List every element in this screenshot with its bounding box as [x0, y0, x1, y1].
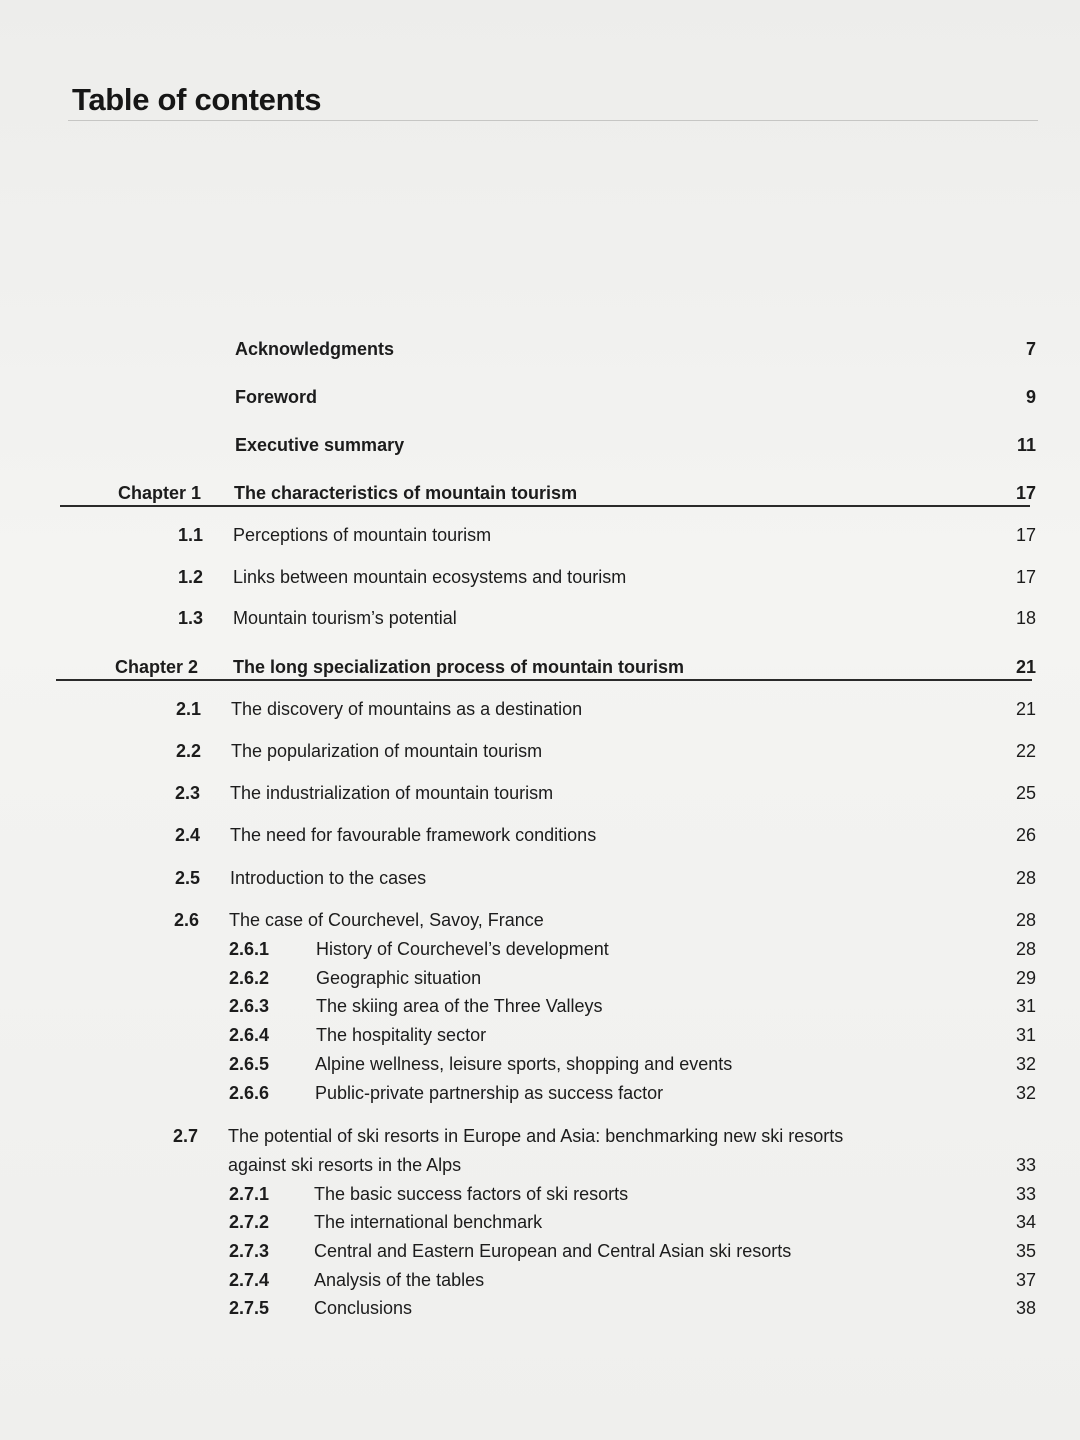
- section-page-number: 33: [1015, 1155, 1036, 1175]
- toc-subsection-2-6-1[interactable]: [0, 936, 1080, 962]
- subsection-title: Analysis of the tables: [314, 1270, 485, 1290]
- entry-page-number: 11: [1016, 435, 1036, 455]
- subsection-page-number: 31: [1015, 1025, 1036, 1045]
- entry-title: Executive summary: [235, 435, 405, 455]
- toc-section-2-1[interactable]: [0, 696, 1080, 722]
- toc-subsection-2-6-2[interactable]: [0, 965, 1080, 991]
- section-page-number: 28: [1015, 868, 1036, 888]
- toc-chapter-1[interactable]: [0, 480, 1080, 506]
- toc-subsection-2-7-1[interactable]: [0, 1181, 1080, 1207]
- subsection-number: 2.7.1: [229, 1184, 270, 1204]
- subsection-page-number: 37: [1015, 1270, 1036, 1290]
- section-title: The case of Courchevel, Savoy, France: [229, 910, 544, 930]
- toc-entry-acknowledgments[interactable]: [0, 336, 1080, 362]
- subsection-number: 2.7.3: [229, 1241, 270, 1261]
- page-title: Table of contents: [72, 82, 322, 117]
- subsection-title: The skiing area of the Three Valleys: [316, 996, 603, 1016]
- subsection-page-number: 32: [1015, 1054, 1036, 1074]
- section-number: 1.3: [178, 608, 204, 628]
- chapter-label: Chapter 2: [115, 657, 199, 677]
- subsection-title: Central and Eastern European and Central Asian ski resorts: [314, 1241, 792, 1261]
- entry-page-number: 9: [1025, 387, 1036, 407]
- subsection-number: 2.7.5: [229, 1298, 270, 1318]
- chapter-2-divider: [56, 679, 1032, 681]
- section-title: The discovery of mountains as a destination: [231, 699, 583, 719]
- subsection-page-number: 33: [1015, 1184, 1036, 1204]
- toc-entry-executive-summary[interactable]: [0, 432, 1080, 458]
- section-title: The popularization of mountain tourism: [231, 741, 543, 761]
- subsection-page-number: 31: [1015, 996, 1036, 1016]
- section-page-number: 21: [1015, 699, 1036, 719]
- toc-entry-foreword[interactable]: [0, 384, 1080, 410]
- subsection-page-number: 28: [1015, 939, 1036, 959]
- section-title: Links between mountain ecosystems and tourism: [233, 567, 627, 587]
- subsection-title: The international benchmark: [314, 1212, 543, 1232]
- subsection-title: Alpine wellness, leisure sports, shopping and events: [315, 1054, 733, 1074]
- subsection-number: 2.6.4: [229, 1025, 270, 1045]
- section-page-number: 26: [1015, 825, 1036, 845]
- subsection-title: The hospitality sector: [316, 1025, 487, 1045]
- subsection-page-number: 29: [1015, 968, 1036, 988]
- section-number: 2.7: [173, 1126, 199, 1146]
- section-number: 2.5: [175, 868, 201, 888]
- entry-title: Foreword: [235, 387, 318, 407]
- entry-title: Acknowledgments: [235, 339, 395, 359]
- subsection-number: 2.6.3: [229, 996, 270, 1016]
- toc-subsection-2-7-3[interactable]: [0, 1238, 1080, 1264]
- chapter-title: The characteristics of mountain tourism: [234, 483, 578, 503]
- section-page-number: 28: [1015, 910, 1036, 930]
- subsection-number: 2.7.4: [229, 1270, 270, 1290]
- section-number: 1.2: [178, 567, 204, 587]
- toc-section-1-1[interactable]: [0, 522, 1080, 548]
- section-title: Mountain tourism’s potential: [233, 608, 457, 628]
- subsection-title: Public-private partnership as success factor: [315, 1083, 664, 1103]
- section-number: 1.1: [178, 525, 204, 545]
- subsection-number: 2.6.1: [229, 939, 270, 959]
- toc-subsection-2-7-4[interactable]: [0, 1267, 1080, 1293]
- entry-page-number: 7: [1025, 339, 1036, 359]
- toc-section-2-3[interactable]: [0, 780, 1080, 806]
- subsection-title: Conclusions: [314, 1298, 413, 1318]
- section-title: The industrialization of mountain tourism: [230, 783, 554, 803]
- chapter-label: Chapter 1: [118, 483, 202, 503]
- toc-section-2-5[interactable]: [0, 865, 1080, 891]
- toc-subsection-2-6-5[interactable]: [0, 1051, 1080, 1077]
- toc-section-1-2[interactable]: [0, 564, 1080, 590]
- subsection-title: History of Courchevel’s development: [316, 939, 609, 959]
- section-page-number: 17: [1015, 525, 1036, 545]
- section-title: Introduction to the cases: [230, 868, 427, 888]
- toc-chapter-2[interactable]: [0, 654, 1080, 680]
- section-number: 2.4: [175, 825, 201, 845]
- chapter-title: The long specialization process of mountain tourism: [233, 657, 685, 677]
- toc-subsection-2-6-6[interactable]: [0, 1080, 1080, 1106]
- toc-section-2-6[interactable]: [0, 907, 1080, 933]
- section-page-number: 17: [1015, 567, 1036, 587]
- subsection-page-number: 32: [1015, 1083, 1036, 1103]
- section-number: 2.1: [176, 699, 202, 719]
- chapter-page-number: 17: [1015, 483, 1036, 503]
- toc-subsection-2-6-4[interactable]: [0, 1022, 1080, 1048]
- subsection-number: 2.7.2: [229, 1212, 270, 1232]
- section-title: The need for favourable framework conditions: [230, 825, 597, 845]
- toc-section-2-2[interactable]: [0, 738, 1080, 764]
- subsection-page-number: 34: [1015, 1212, 1036, 1232]
- toc-subsection-2-6-3[interactable]: [0, 993, 1080, 1019]
- subsection-number: 2.6.6: [229, 1083, 270, 1103]
- section-page-number: 25: [1015, 783, 1036, 803]
- section-title-line-2: against ski resorts in the Alps: [228, 1155, 462, 1175]
- section-page-number: 18: [1015, 608, 1036, 628]
- chapter-1-divider: [60, 505, 1030, 507]
- toc-section-2-7-continued[interactable]: [0, 1152, 1080, 1178]
- title-divider: [68, 120, 1038, 121]
- toc-section-2-7[interactable]: [0, 1123, 1080, 1149]
- section-number: 2.3: [175, 783, 201, 803]
- toc-section-2-4[interactable]: [0, 822, 1080, 848]
- chapter-page-number: 21: [1015, 657, 1036, 677]
- section-number: 2.2: [176, 741, 202, 761]
- subsection-number: 2.6.5: [229, 1054, 270, 1074]
- toc-subsection-2-7-2[interactable]: [0, 1209, 1080, 1235]
- toc-section-1-3[interactable]: [0, 605, 1080, 631]
- toc-subsection-2-7-5[interactable]: [0, 1295, 1080, 1321]
- section-number: 2.6: [174, 910, 200, 930]
- subsection-title: Geographic situation: [316, 968, 482, 988]
- section-title: Perceptions of mountain tourism: [233, 525, 492, 545]
- section-page-number: 22: [1015, 741, 1036, 761]
- subsection-title: The basic success factors of ski resorts: [314, 1184, 629, 1204]
- subsection-page-number: 35: [1015, 1241, 1036, 1261]
- section-title-line-1: The potential of ski resorts in Europe and Asia: benchmarking new ski resorts: [228, 1126, 844, 1146]
- subsection-number: 2.6.2: [229, 968, 270, 988]
- subsection-page-number: 38: [1015, 1298, 1036, 1318]
